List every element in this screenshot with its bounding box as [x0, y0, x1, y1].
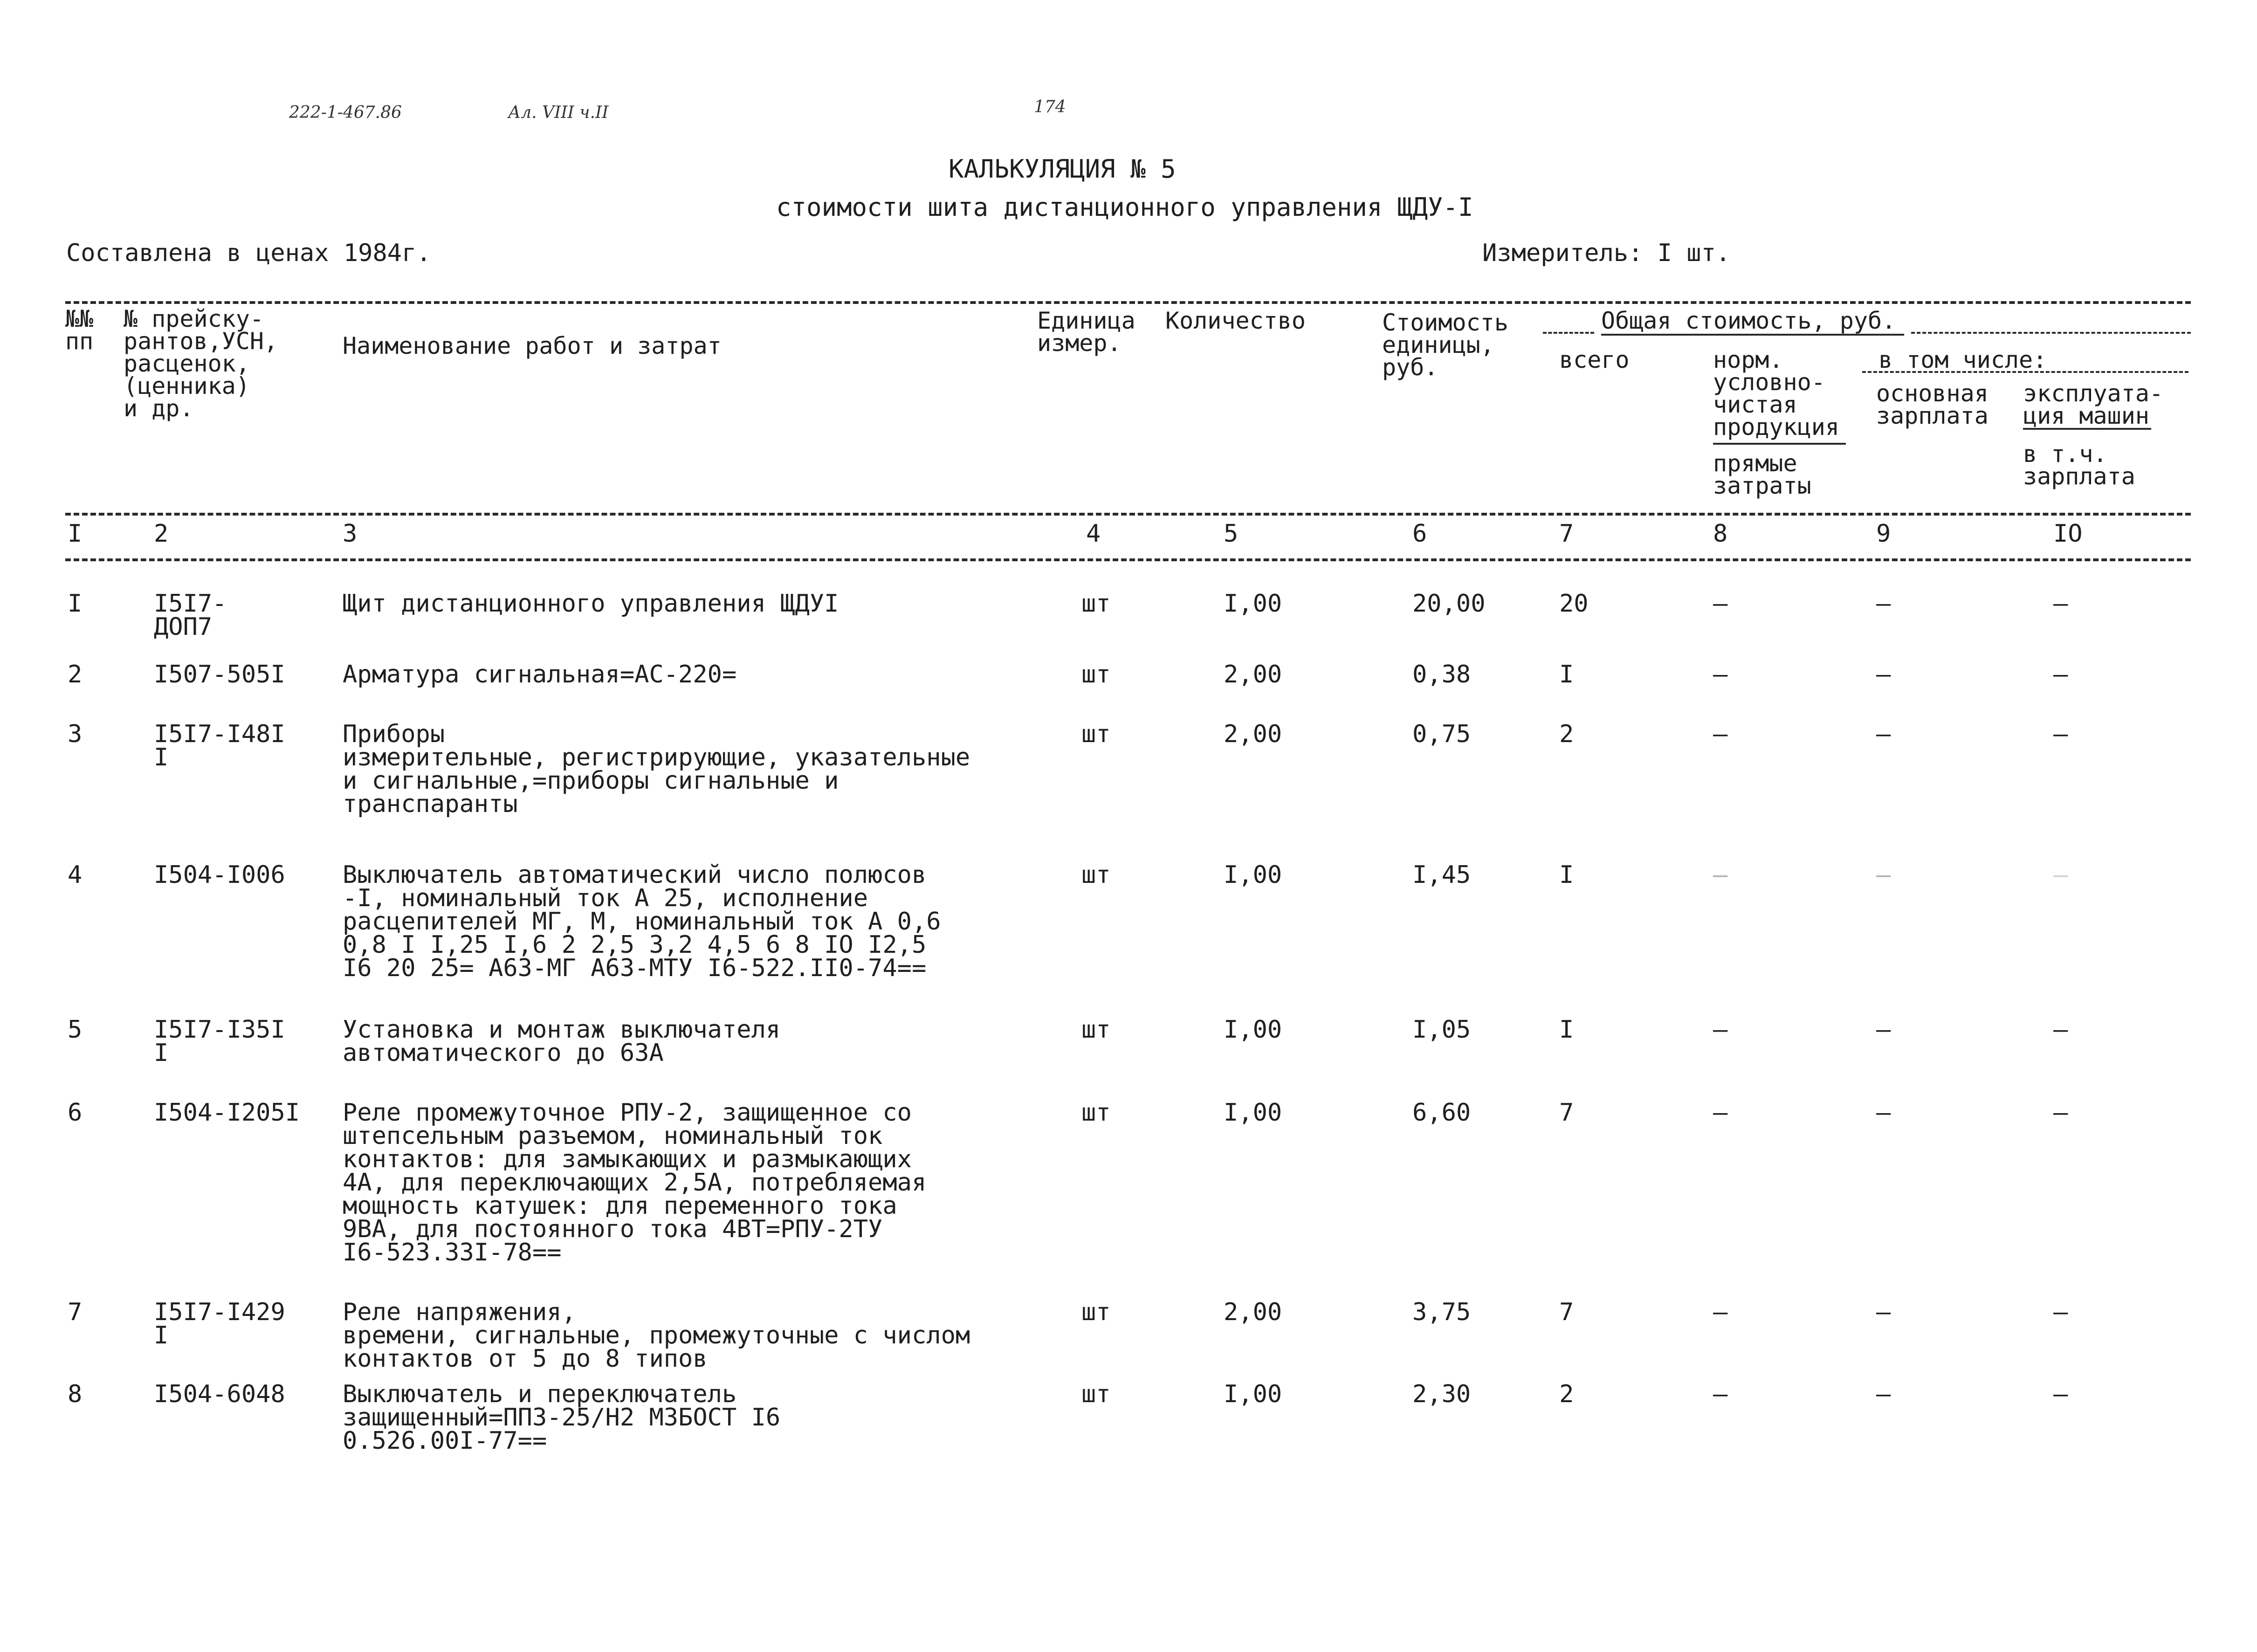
row-unit-price: I,05 — [1412, 1016, 1471, 1044]
row-machine-operation: – — [2053, 1380, 2068, 1408]
row-base-salary: – — [1876, 1099, 1891, 1127]
row-base-salary: – — [1876, 861, 1891, 889]
header-direct-costs: прямые затраты — [1713, 450, 1811, 499]
header-base-salary: основная зарплата — [1876, 380, 1989, 429]
row-unit-price: 20,00 — [1412, 590, 1486, 618]
row-code: I504-I006 — [154, 861, 285, 889]
row-number: 4 — [68, 861, 83, 889]
header-unit-cost: Стоимость единицы, руб. — [1382, 309, 1508, 381]
row-total: I — [1559, 661, 1574, 688]
row-net-production: – — [1713, 590, 1728, 618]
row-name: Реле промежуточное РПУ-2, защищенное со штепсельным разъемом, номинальный ток контактов: для замыкающих и размыкающих 4А, для переключающих 2,5А, потребляемая мощность катушек: для переменного тока 9ВА, для постоянного тока 4ВТ=РПУ-2ТУ I6-523.33I-78== — [343, 1099, 927, 1267]
row-net-production: – — [1713, 1099, 1728, 1127]
row-name: Выключатель автоматический число полюсов -I, номинальный ток А 25, исполнение расцепителей МГ, М, номинальный ток А 0,6 0,8 I I,25 I,6 2 2,5 3,2 4,5 6 8 IO I2,5 I6 20 25= А63-МГ А63-МТУ I6-522.II0-74== — [343, 861, 941, 982]
row-machine-operation: – — [2053, 1298, 2068, 1326]
row-name: Установка и монтаж выключателя автоматического до 63А — [343, 1016, 781, 1067]
col-number: 3 — [343, 520, 358, 548]
row-total: 20 — [1559, 590, 1589, 618]
row-machine-operation: – — [2053, 861, 2068, 889]
row-quantity: I,00 — [1224, 1099, 1282, 1127]
col-numbers-rule — [65, 558, 2191, 561]
row-net-production: – — [1713, 661, 1728, 688]
col-number: 5 — [1224, 520, 1239, 548]
row-quantity: I,00 — [1224, 861, 1282, 889]
row-base-salary: – — [1876, 1016, 1891, 1044]
header-quantity: Количество — [1165, 307, 1306, 334]
row-code: I504-6048 — [154, 1380, 285, 1408]
row-number: 3 — [68, 720, 83, 748]
col-number: IO — [2053, 520, 2083, 548]
header-work-name: Наименование работ и затрат — [343, 332, 722, 359]
row-total: I — [1559, 861, 1574, 889]
row-total: 7 — [1559, 1099, 1574, 1127]
row-code: I5I7-I429 I — [154, 1298, 285, 1349]
row-code: I5I7-I35I I — [154, 1016, 285, 1067]
row-quantity: I,00 — [1224, 590, 1282, 618]
row-unit: шт — [1081, 720, 1111, 748]
row-number: 5 — [68, 1016, 83, 1044]
row-unit: шт — [1081, 861, 1111, 889]
row-unit: шт — [1081, 661, 1111, 688]
row-machine-operation: – — [2053, 661, 2068, 688]
row-name: Щит дистанционного управления ЩДУI — [343, 590, 839, 618]
document-title: КАЛЬКУЛЯЦИЯ № 5 — [949, 154, 1176, 184]
row-number: 6 — [68, 1099, 83, 1127]
row-quantity: 2,00 — [1224, 720, 1282, 748]
row-net-production: – — [1713, 1298, 1728, 1326]
row-total: 2 — [1559, 720, 1574, 748]
col-number: 9 — [1876, 520, 1891, 548]
total-group-underline — [1601, 334, 1904, 336]
row-base-salary: – — [1876, 1380, 1891, 1408]
header-net-production: норм. условно- чистая продукция — [1713, 346, 1839, 441]
row-quantity: I,00 — [1224, 1380, 1282, 1408]
row-code: I5I7-I48I I — [154, 720, 285, 771]
row-unit-price: 0,38 — [1412, 661, 1471, 688]
document-code: 222-1-467.86 — [289, 103, 402, 122]
row-name: Выключатель и переключатель защищенный=ПП3-25/Н2 МЗБОСТ I6 0.526.00I-77== — [343, 1380, 781, 1455]
col-number: I — [68, 520, 83, 548]
header-row-number: №№ пп — [65, 305, 94, 355]
unit-of-measure: Измеритель: I шт. — [1482, 239, 1731, 267]
row-name: Приборы измерительные, регистрирующие, указательные и сигнальные,=приборы сигнальные и транспаранты — [343, 720, 970, 818]
document-subtitle: стоимости шита дистанционного управления ЩДУ-I — [776, 193, 1473, 222]
row-unit-price: I,45 — [1412, 861, 1471, 889]
row-machine-operation: – — [2053, 590, 2068, 618]
row-total: 7 — [1559, 1298, 1574, 1326]
row-unit: шт — [1081, 1298, 1111, 1326]
row-unit-price: 0,75 — [1412, 720, 1471, 748]
row-unit: шт — [1081, 1016, 1111, 1044]
row-net-production: – — [1713, 720, 1728, 748]
row-code: I504-I205I — [154, 1099, 300, 1127]
row-total: 2 — [1559, 1380, 1574, 1408]
header-total: всего — [1559, 346, 1630, 373]
row-quantity: 2,00 — [1224, 1298, 1282, 1326]
row-unit: шт — [1081, 590, 1111, 618]
row-name: Реле напряжения, времени, сигнальные, промежуточные с числом контактов от 5 до 8 типов — [343, 1298, 970, 1373]
row-unit-price: 6,60 — [1412, 1099, 1471, 1127]
row-number: 7 — [68, 1298, 83, 1326]
col-number: 4 — [1086, 520, 1101, 548]
header-machine-operation: эксплуата- ция машин — [2023, 380, 2164, 429]
row-base-salary: – — [1876, 661, 1891, 688]
prices-basis: Составлена в ценах 1984г. — [66, 239, 431, 267]
col-number: 2 — [154, 520, 169, 548]
row-net-production: – — [1713, 1016, 1728, 1044]
header-including-group: в том числе: — [1879, 346, 2047, 373]
row-unit: шт — [1081, 1099, 1111, 1127]
machine-operation-underline — [2023, 428, 2151, 430]
row-name: Арматура сигнальная=АС-220= — [343, 661, 737, 688]
col-number: 7 — [1559, 520, 1574, 548]
row-base-salary: – — [1876, 1298, 1891, 1326]
header-total-cost-group: Общая стоимость, руб. — [1601, 307, 1896, 334]
net-production-underline — [1713, 443, 1846, 445]
row-unit-price: 3,75 — [1412, 1298, 1471, 1326]
header-unit: Единица измер. — [1037, 307, 1135, 357]
total-group-left-dash — [1543, 332, 1594, 334]
row-unit-price: 2,30 — [1412, 1380, 1471, 1408]
header-machine-salary: в т.ч. зарплата — [2023, 441, 2135, 490]
row-code: I507-505I — [154, 661, 285, 688]
row-base-salary: – — [1876, 720, 1891, 748]
header-bottom-rule — [65, 513, 2191, 516]
row-number: I — [68, 590, 83, 618]
row-quantity: I,00 — [1224, 1016, 1282, 1044]
row-number: 8 — [68, 1380, 83, 1408]
row-unit: шт — [1081, 1380, 1111, 1408]
row-net-production: – — [1713, 861, 1728, 889]
header-price-list-code: № прейску- рантов,УСН, расценок, (ценника) и др. — [124, 305, 278, 422]
total-group-right-dash — [1911, 332, 2191, 334]
row-total: I — [1559, 1016, 1574, 1044]
row-number: 2 — [68, 661, 83, 688]
album-reference: Ал. VIII ч.II — [508, 103, 609, 122]
page-number: 174 — [1034, 97, 1066, 117]
col-number: 6 — [1412, 520, 1427, 548]
row-base-salary: – — [1876, 590, 1891, 618]
row-machine-operation: – — [2053, 1016, 2068, 1044]
row-machine-operation: – — [2053, 1099, 2068, 1127]
row-machine-operation: – — [2053, 720, 2068, 748]
row-quantity: 2,00 — [1224, 661, 1282, 688]
header-top-rule — [65, 301, 2191, 304]
row-code: I5I7- ДОП7 — [154, 590, 227, 641]
col-number: 8 — [1713, 520, 1728, 548]
row-net-production: – — [1713, 1380, 1728, 1408]
